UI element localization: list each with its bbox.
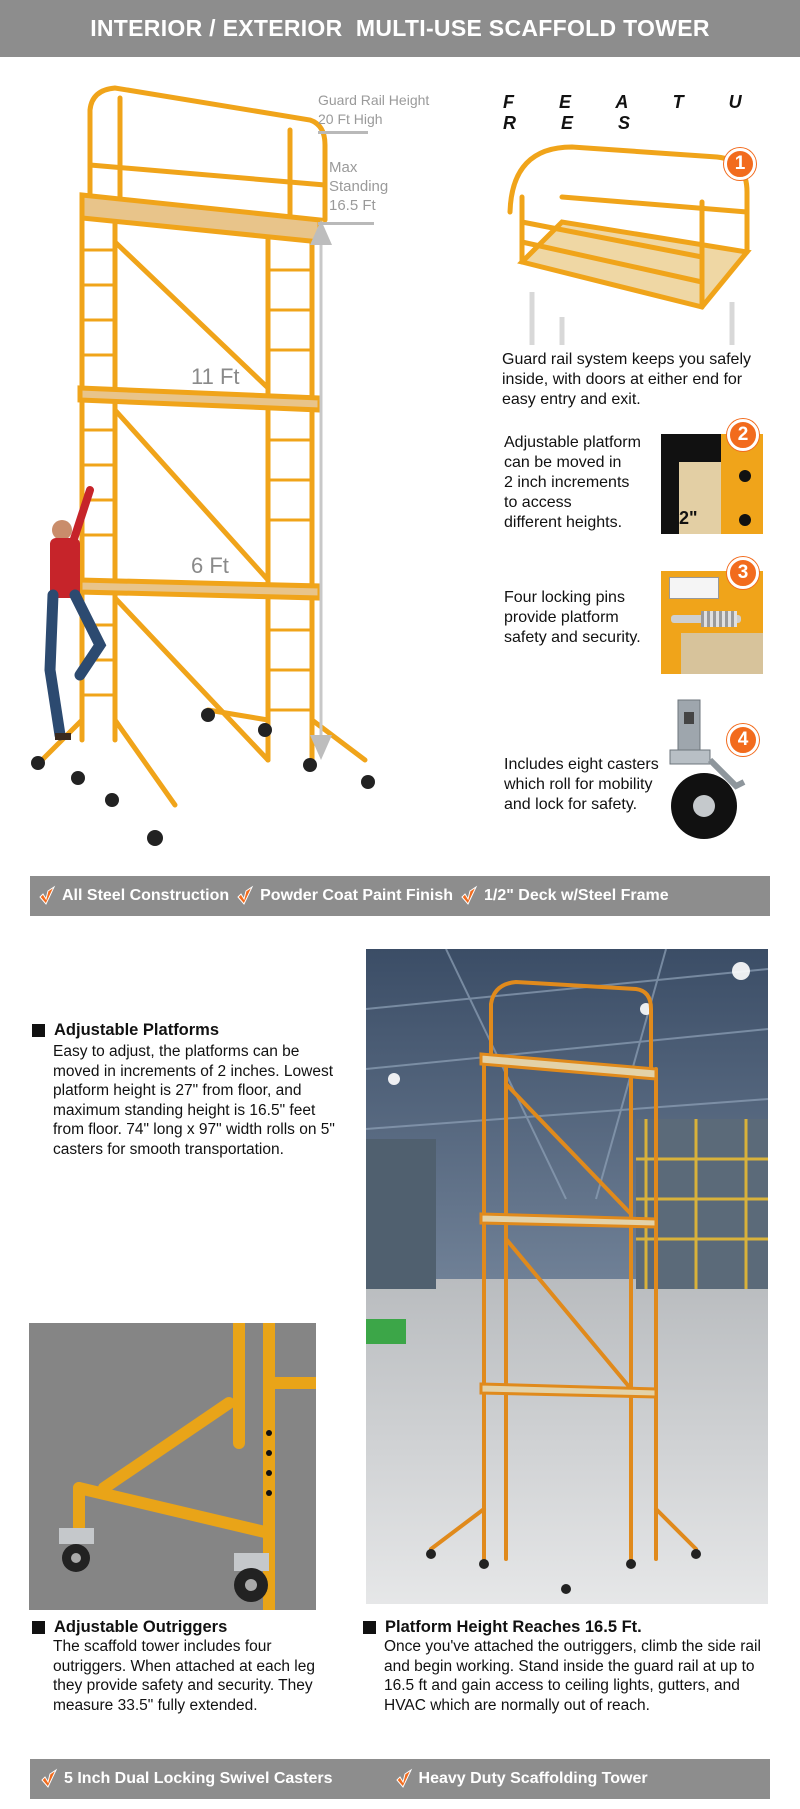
adjustable-platforms-heading	[32, 1021, 219, 1040]
feature-4-badge: 4	[727, 724, 759, 756]
features-title: F E A T U R E S	[503, 92, 762, 133]
banner-item-deck	[460, 885, 669, 907]
check-icon	[40, 1768, 58, 1790]
max-standing-text-2: Standing	[329, 178, 389, 195]
check-icon	[395, 1768, 413, 1790]
feature-2-line: to access	[504, 494, 572, 511]
max-standing-label	[329, 158, 388, 215]
platform-height-body: Once you've attached the outriggers, climb the side rail and begin working. Stand inside the guard rail at up to 16.5 ft and gain access to ceiling lights, gutters, and HVAC which are normally out of reach.	[384, 1638, 761, 1714]
feature-2-text	[504, 433, 641, 533]
guard-rail-height-text: Guard Rail Height	[318, 92, 430, 108]
banner-item-heavy-duty	[395, 1768, 648, 1790]
feature-2-line: 2 inch increments	[504, 474, 630, 491]
guard-rail-height-label	[318, 91, 429, 129]
feature-3-line: Four locking pins	[504, 589, 625, 606]
section-heading-text: Platform Height Reaches 16.5 Ft.	[385, 1618, 642, 1636]
increment-label: 2"	[679, 508, 698, 528]
page-header	[0, 0, 800, 57]
banner-item-powder-coat	[236, 885, 453, 907]
feature-2-line: can be moved in	[504, 454, 622, 471]
bullet-square-icon	[363, 1621, 376, 1634]
top-feature-banner	[30, 876, 770, 916]
label-plate-shape	[669, 577, 719, 599]
adjustable-outriggers-heading	[32, 1618, 227, 1637]
pin-hole-icon	[739, 470, 751, 482]
bullet-square-icon	[32, 1024, 45, 1037]
banner-item-casters	[40, 1768, 333, 1790]
bottom-feature-banner	[30, 1759, 770, 1799]
banner-item-label: Heavy Duty Scaffolding Tower	[418, 1770, 648, 1787]
guard-rail-height-value: 20 Ft High	[318, 111, 383, 127]
section-heading-text: Adjustable Outriggers	[54, 1618, 228, 1636]
adjustable-outriggers-body: The scaffold tower includes four outriggers. When attached at each leg they provide safety and security. They measure 33.5" fully extended.	[53, 1638, 315, 1714]
feature-4-line: which roll for mobility	[504, 776, 653, 793]
max-standing-text-1: Max	[329, 159, 358, 176]
platform-height-heading	[363, 1618, 642, 1637]
caster-wheel-image	[664, 696, 764, 842]
section-heading-text: Adjustable Platforms	[54, 1021, 220, 1039]
feature-2-badge: 2	[727, 419, 759, 451]
guard-rail-feature-image	[502, 142, 762, 345]
banner-item-label: 5 Inch Dual Locking Swivel Casters	[64, 1770, 333, 1787]
banner-item-label: Powder Coat Paint Finish	[260, 887, 454, 904]
level-11-label: 11 Ft	[191, 364, 240, 389]
pin-hole-icon	[739, 514, 751, 526]
banner-item-label: All Steel Construction	[62, 887, 230, 904]
banner-item-steel	[38, 885, 229, 907]
deck-shape	[681, 633, 763, 674]
level-6-label: 6 Ft	[191, 553, 229, 578]
bullet-square-icon	[32, 1621, 45, 1634]
feature-3-badge: 3	[727, 557, 759, 589]
page-title: INTERIOR / EXTERIOR MULTI-USE SCAFFOLD TOWER	[90, 15, 710, 41]
guard-rail-height-marker	[318, 131, 368, 134]
check-icon	[38, 885, 56, 907]
max-standing-marker	[318, 222, 374, 225]
feature-4-text	[504, 755, 659, 815]
spring-shape	[701, 611, 737, 627]
outrigger-closeup-photo	[29, 1323, 316, 1610]
check-icon	[460, 885, 478, 907]
feature-3-text	[504, 588, 641, 648]
feature-2-line: Adjustable platform	[504, 434, 641, 451]
feature-1-badge: 1	[724, 148, 756, 180]
check-icon	[236, 885, 254, 907]
max-standing-value: 16.5 Ft	[329, 197, 376, 214]
banner-item-label: 1/2" Deck w/Steel Frame	[484, 887, 669, 904]
feature-4-line: Includes eight casters	[504, 756, 659, 773]
feature-4-line: and lock for safety.	[504, 796, 638, 813]
adjustable-platforms-body: Easy to adjust, the platforms can be moved in increments of 2 inches. Lowest platform height is 27" from floor, and maximum standing height is 16.5" feet from floor. 74" long x 97" width rolls on 5" casters for smooth transportation.	[53, 1043, 335, 1158]
warehouse-scaffold-photo	[366, 949, 768, 1604]
feature-3-line: safety and security.	[504, 629, 641, 646]
feature-2-line: different heights.	[504, 514, 623, 531]
feature-1-text: Guard rail system keeps you safely inside, with doors at either end for easy entry and exit.	[502, 351, 751, 408]
feature-3-line: provide platform	[504, 609, 619, 626]
